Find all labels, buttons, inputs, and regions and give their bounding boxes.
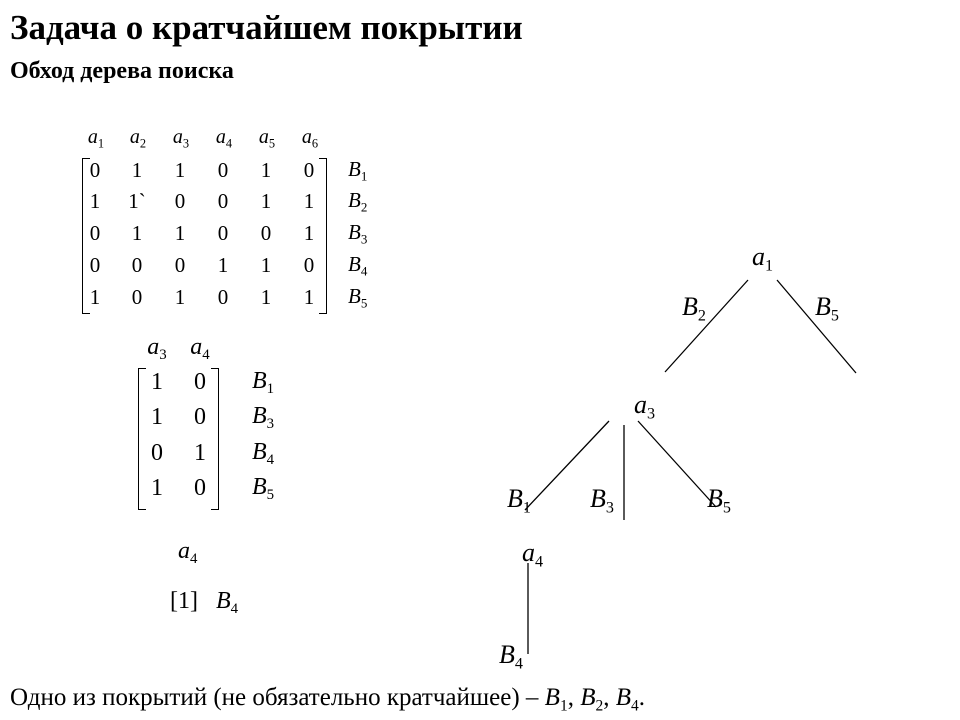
matrix-single-col-header: $a_4$ [178,538,198,568]
matrix-full-cell: 1` [128,189,146,213]
matrix-full-cell: 1 [303,221,315,245]
matrix-full-col-header: $a_5$ [258,126,276,151]
matrix-full-cell: 1 [303,285,315,309]
matrix-reduced-cell: 1 [151,404,163,430]
matrix-reduced-cell: 1 [194,440,206,466]
matrix-single-cell: [1] [170,588,198,614]
cover-result-item: $B_2$ [580,684,604,715]
matrix-full-cell: 0 [217,285,229,309]
page-title: Задача о кратчайшем покрытии [10,8,523,47]
matrix-reduced-cell: 1 [151,475,163,501]
tree-edge-label-b3: $B_3$ [590,484,614,517]
tree-node-a4: $a_4$ [522,538,544,571]
matrix-reduced-cell: 0 [151,440,163,466]
matrix-reduced-col-header: $a_3$ [147,334,167,364]
matrix-full-cell: 0 [217,158,229,182]
matrix-full-cell: 0 [131,253,143,277]
matrix-reduced-cell: 0 [194,475,206,501]
matrix-full-row-label: $B_4$ [348,252,368,279]
cover-result-items: $B_1$, $B_2$, $B_4$. [544,684,646,715]
matrix-full-row-label: $B_2$ [348,188,368,215]
tree-edge-label-b5: $B_5$ [815,292,839,325]
matrix-full-cell: 0 [303,253,315,277]
matrix-full-col-header: $a_4$ [215,126,233,151]
tree-edge-a1-a3 [665,280,748,372]
matrix-full-cell: 0 [217,221,229,245]
matrix-full-cell: 1 [260,189,272,213]
matrix-reduced-row-label: $B_5$ [252,474,275,504]
matrix-full-col-header: $a_3$ [172,126,190,151]
matrix-reduced-cell: 0 [194,404,206,430]
matrix-full-cell: 0 [174,253,186,277]
matrix-reduced-col-header: $a_4$ [190,334,210,364]
matrix-reduced-row-label: $B_3$ [252,403,275,433]
tree-edge-a3-right [638,421,716,507]
matrix-full-row-label: $B_1$ [348,157,368,184]
matrix-full-row-label: $B_3$ [348,220,368,247]
tree-edge-label-b2: $B_2$ [682,292,706,325]
matrix-full-cell: 0 [89,253,101,277]
tree-node-a3: $a_3$ [634,390,656,423]
matrix-full-cell: 1 [174,285,186,309]
matrix-full-cell: 1 [260,285,272,309]
matrix-full-col-header: $a_6$ [301,126,319,151]
tree-edge-label-b5: $B_5$ [707,484,731,517]
cover-result-text: Одно из покрытий (не обязательно кратчайшее) – [10,684,545,711]
matrix-full-col-header: $a_1$ [87,126,105,151]
cover-result [10,684,645,715]
matrix-single-row-label: $B_4$ [216,588,239,618]
matrix-full-row-label: $B_5$ [348,284,368,311]
matrix-reduced-cell: 1 [151,369,163,395]
matrix-full-cell: 1 [89,285,101,309]
matrix-full-cell: 1 [174,221,186,245]
cover-result-item: $B_1$ [544,684,568,715]
matrix-reduced-row-label: $B_1$ [252,368,275,398]
matrix-full-cell: 1 [89,189,101,213]
matrix-full-cell: 0 [131,285,143,309]
matrix-full-cell: 1 [217,253,229,277]
matrix-full-cell: 0 [303,158,315,182]
matrix-full-cell: 0 [174,189,186,213]
matrix-full-cell: 0 [260,221,272,245]
matrix-reduced-cell: 0 [194,369,206,395]
matrix-reduced-row-label: $B_4$ [252,439,275,469]
tree-edge-label-b1: $B_1$ [507,484,531,517]
matrix-full-cell: 0 [89,221,101,245]
tree-node-a1: $a_1$ [752,242,774,275]
page-subtitle: Обход дерева поиска [10,58,234,84]
matrix-full-cell: 1 [260,253,272,277]
matrix-full-cell: 1 [131,158,143,182]
matrix-full-cell: 1 [303,189,315,213]
matrix-full-col-header: $a_2$ [129,126,147,151]
matrix-full-cell: 1 [131,221,143,245]
matrix-full-cell: 1 [260,158,272,182]
matrix-full-cell: 1 [174,158,186,182]
cover-result-item: $B_4$ [615,684,639,715]
tree-edge-label-b4: $B_4$ [499,640,523,673]
matrix-full-cell: 0 [89,158,101,182]
matrix-full-cell: 0 [217,189,229,213]
